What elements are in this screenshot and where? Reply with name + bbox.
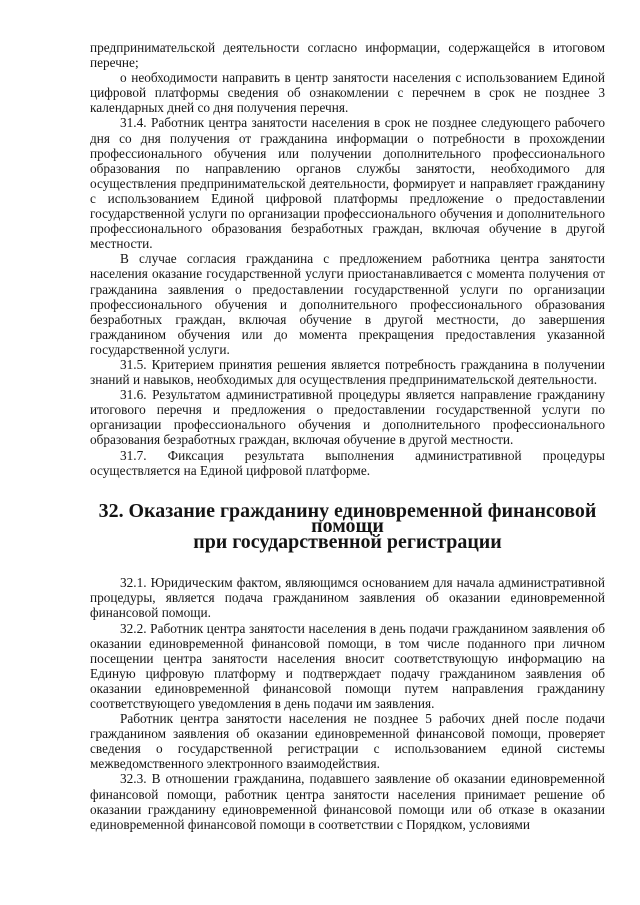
section-heading-line-2: при государственной регистрации bbox=[193, 530, 502, 553]
paragraph-31-6: 31.6. Результатом административной процедуры является направление гражданину итогового перечня и предложения о предоставлении государственной услуги по организации профессионального обучения и дополнительного профессионального образования безработных граждан, включая обучение в другой местности. bbox=[90, 387, 605, 448]
paragraph-notification-deadline: о необходимости направить в центр занятости населения с использованием Единой цифровой платформы сведения об ознакомлении с перечнем в срок не позднее 3 календарных дней со дня получения перечня. bbox=[90, 70, 605, 116]
section-heading-line-1: 32. Оказание гражданину единовременной финансовой помощи bbox=[98, 499, 597, 538]
paragraph-32-3: 32.3. В отношении гражданина, подавшего заявление об оказании единовременной финансовой помощи, работник центра занятости населения принимает решение об оказании гражданину единовременной финансовой помощи или об отказе в оказании единовременной финансовой помощи в соответствии с Порядком, условиями bbox=[90, 771, 605, 832]
paragraph-verification: Работник центра занятости населения не позднее 5 рабочих дней после подачи гражданином заявления об оказании единовременной финансовой помощи, проверяет сведения о государственной регистрации с использованием единой системы межведомственного электронного взаимодействия. bbox=[90, 711, 605, 772]
section-heading-32 bbox=[90, 499, 605, 553]
paragraph-31-4: 31.4. Работник центра занятости населения в срок не позднее следующего рабочего дня со дня получения от гражданина информации о потребности в прохождении профессионального обучения или получении дополнительного профессионального образования по направлению органов службы занятости, необходимого для осуществления предпринимательской деятельности, формирует и направляет гражданину с использованием Единой цифровой платформы предложение о предоставлении государственной услуги по организации профессионального обучения и дополнительного профессионального образования безработных граждан, включая обучение в другой местности. bbox=[90, 115, 605, 252]
paragraph-31-7: 31.7. Фиксация результата выполнения административной процедуры осуществляется на Единой цифровой платформе. bbox=[90, 447, 605, 478]
paragraph-list-continuation: предпринимательской деятельности согласно информации, содержащейся в итоговом перечне; bbox=[90, 40, 605, 71]
paragraph-consent-suspension: В случае согласия гражданина с предложением работника центра занятости населения оказание государственной услуги приостанавливается с момента получения от гражданина заявления о предоставлении государственной услуги по организации профессионального обучения и дополнительного профессионального образования безработных граждан, включая обучение в другой местности, до завершения гражданином обучения или до момента прекращения предоставления указанной государственной услуги. bbox=[90, 251, 605, 357]
document-body bbox=[90, 40, 605, 832]
paragraph-31-5: 31.5. Критерием принятия решения является потребность гражданина в получении знаний и навыков, необходимых для осуществления предпринимательской деятельности. bbox=[90, 356, 605, 388]
paragraph-32-2: 32.2. Работник центра занятости населения в день подачи гражданином заявления об оказании единовременной финансовой помощи, в том числе поданного при личном посещении центра занятости населения вносит соответствующую информацию на Единую цифровую платформу и подтверждает подачу гражданином заявления об оказании единовременной финансовой помощи путем направления гражданину соответствующего уведомления в день подачи им заявления. bbox=[90, 620, 605, 711]
paragraph-32-1: 32.1. Юридическим фактом, являющимся основанием для начала административной процедуры, является подача гражданином заявления об оказании единовременной финансовой помощи. bbox=[90, 575, 605, 621]
